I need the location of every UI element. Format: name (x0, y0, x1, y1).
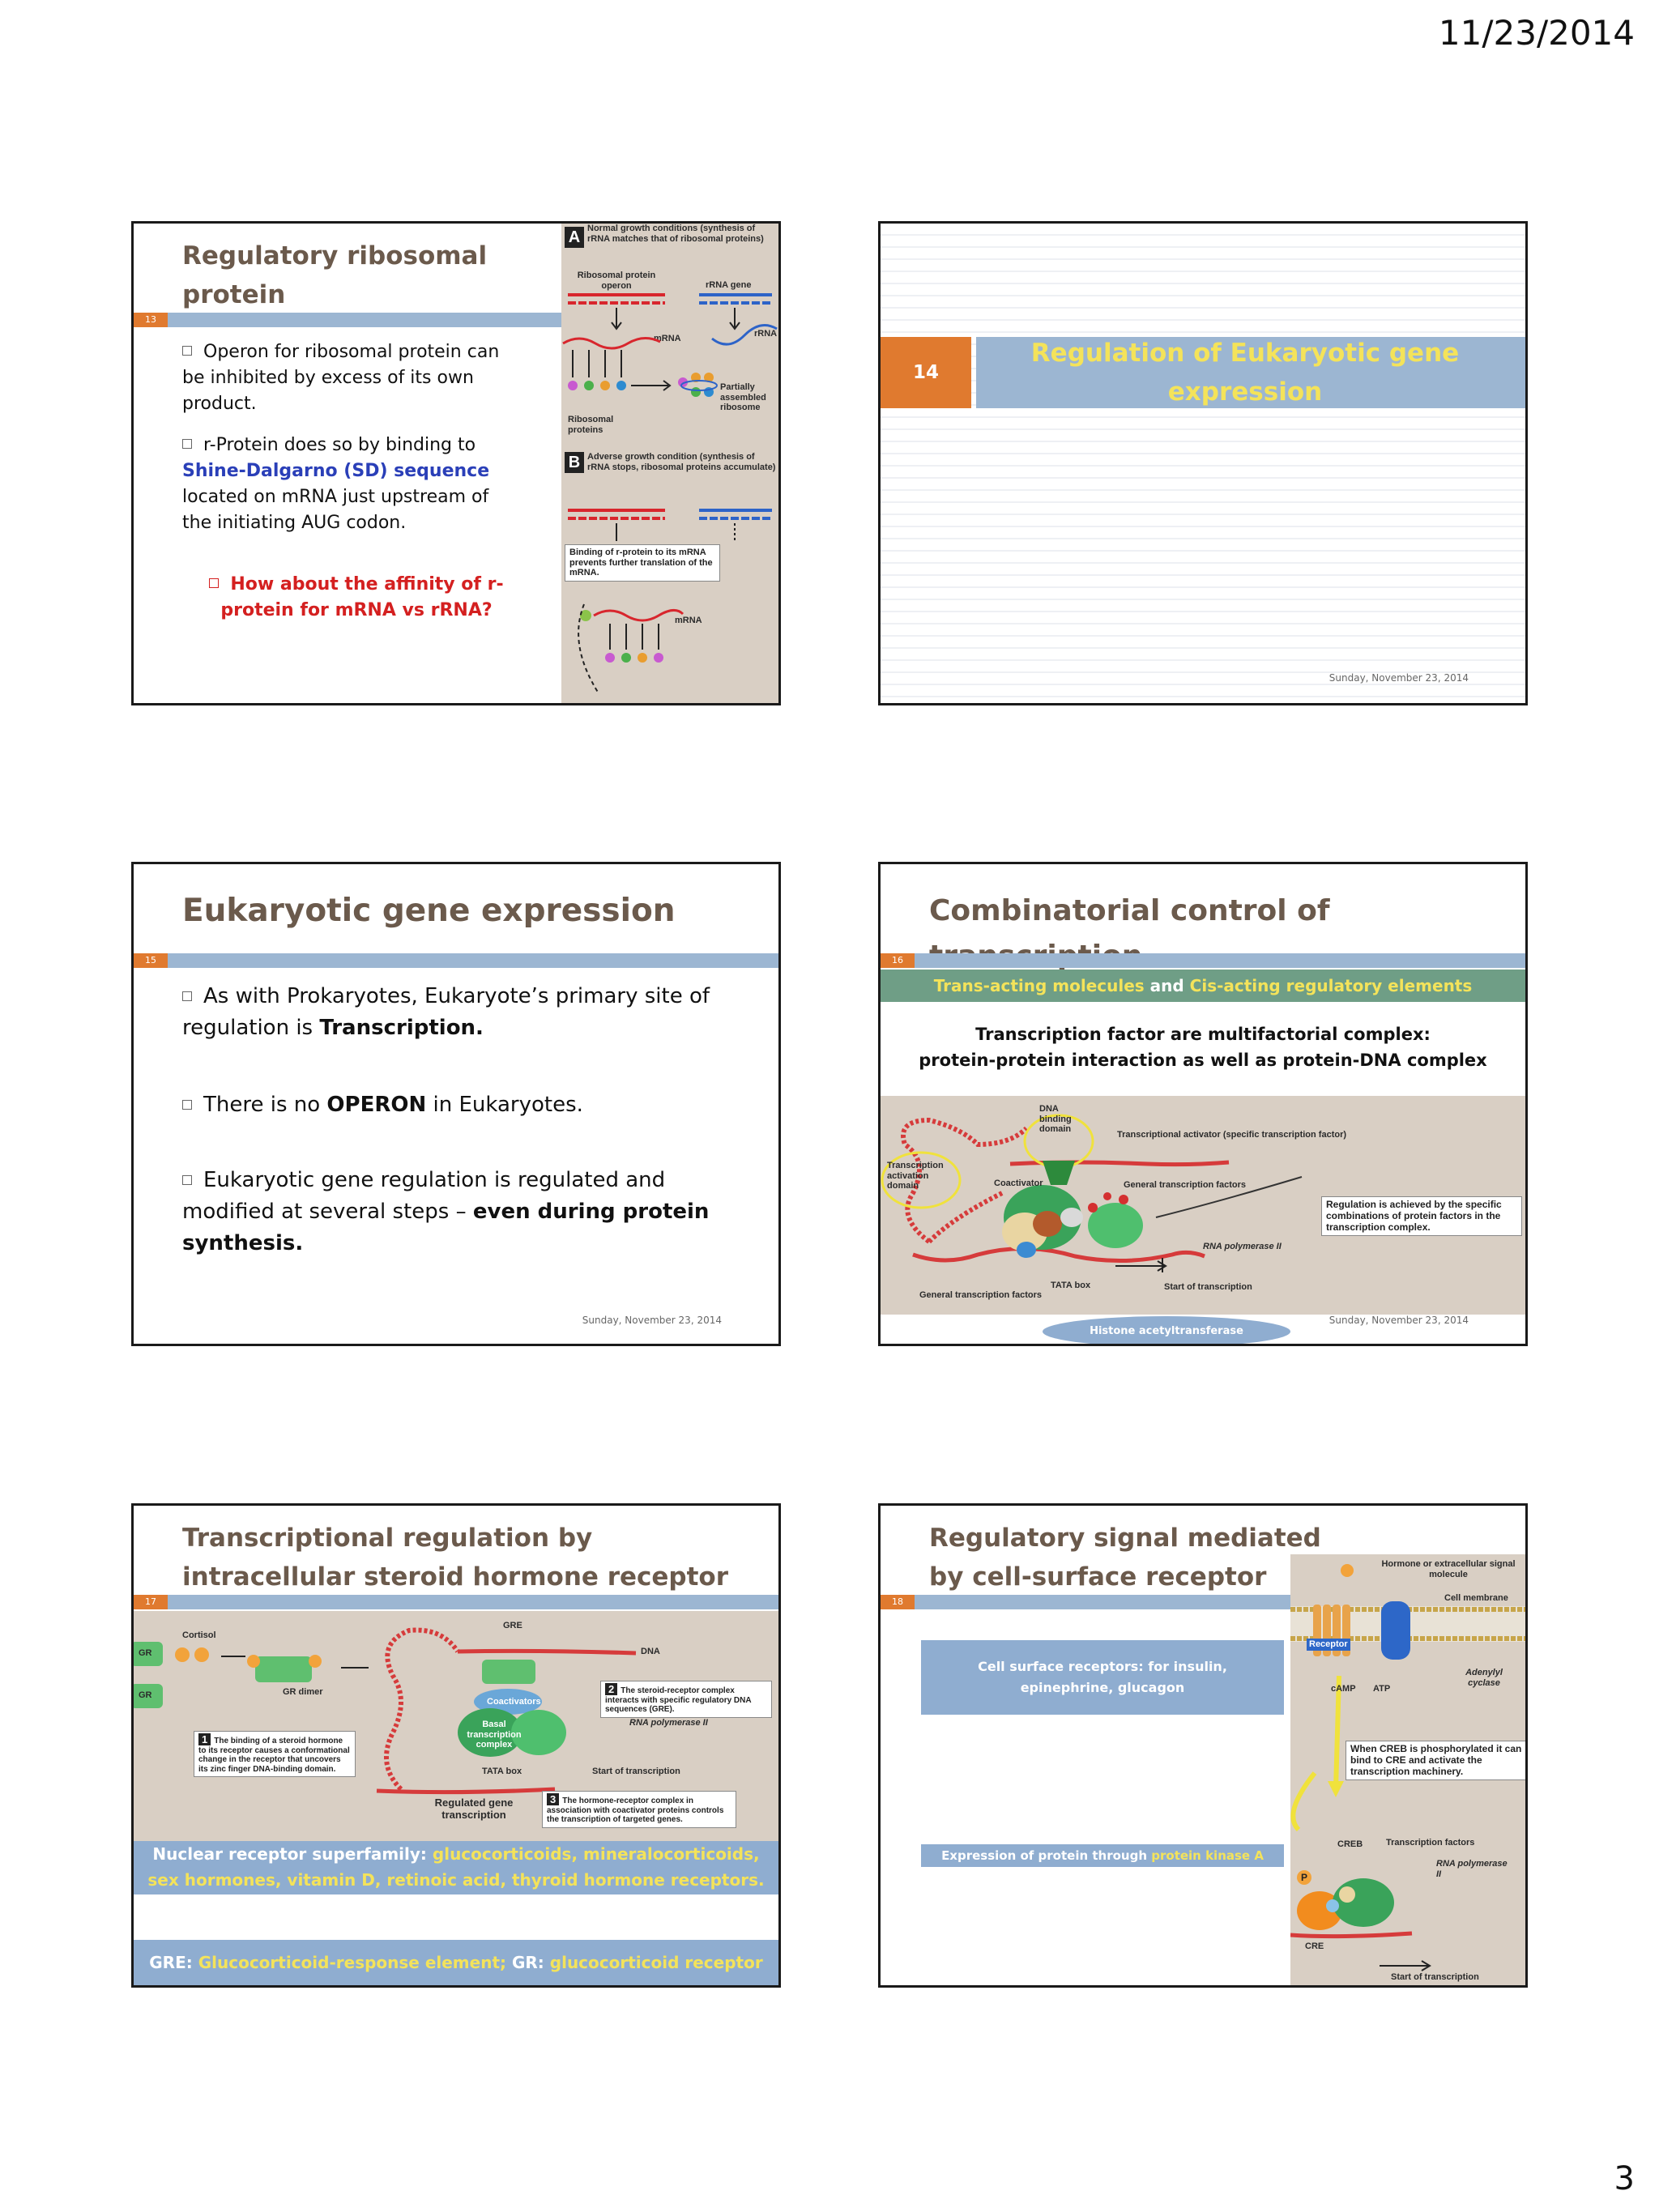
label-transcriptional-activator: Transcriptional activator (specific transcription factor) (1117, 1130, 1347, 1140)
creb-signaling-figure (1290, 1554, 1525, 1988)
label-start-of-transcription: Start of transcription (1164, 1282, 1252, 1292)
label-creb-note: When CREB is phosphorylated it can bind to CRE and activate the transcription machinery. (1346, 1741, 1525, 1780)
ribosomal-operon-figure (561, 224, 781, 705)
subtitle-line-2: protein-protein interaction as well as protein-DNA complex (919, 1051, 1487, 1070)
slide-15[interactable] (131, 862, 781, 1346)
bullet-icon (182, 346, 192, 356)
slide-title: Combinatorial control of (929, 894, 1330, 927)
step-1-note: 1 The binding of a steroid hormone to its receptor causes a conformational change in the receptor that uncovers its zinc finger DNA-binding domain. (194, 1731, 356, 1777)
label-mrna-2: mRNA (675, 616, 702, 625)
label-ribosomal-proteins: Ribosomal proteins (568, 415, 614, 435)
label-tata-box: TATA box (1051, 1281, 1091, 1290)
pka-expression-panel: Expression of protein through protein kinase A (921, 1844, 1284, 1867)
bullet-no-operon: There is no OPERON in Eukaryotes. (182, 1089, 749, 1121)
label-coactivators: Coactivators (487, 1697, 541, 1707)
label-general-tfs-2: General transcription factors (919, 1290, 1042, 1300)
label-gr-2: GR (139, 1690, 152, 1700)
label-normal-growth: Normal growth conditions (synthesis of rRNA matches that of ribosomal proteins) (587, 224, 764, 244)
p-badge: P (1297, 1870, 1311, 1885)
label-mrna: mRNA (654, 334, 681, 343)
cell-surface-receptors-panel: Cell surface receptors: for insulin, epinephrine, glucagon (921, 1640, 1284, 1715)
label-regulation-note: Regulation is achieved by the specific combinations of protein factors in the transcription complex. (1321, 1196, 1522, 1236)
label-gr-dimer: GR dimer (283, 1687, 323, 1697)
label-rna-polymerase: RNA polymerase II (629, 1718, 708, 1728)
badge-a: A (565, 227, 584, 248)
bullet-operon: Operon for ribosomal protein can be inhibited by excess of its own product. (182, 342, 500, 414)
nuclear-receptor-panel: Nuclear receptor superfamily: glucocorticoids, mineralocorticoids, sex hormones, vitamin D, retinoic acid, thyroid hormone receptors. (134, 1841, 778, 1894)
section-title: Regulation of Eukaryotic gene expression (1030, 339, 1460, 407)
label-gr-1: GR (139, 1648, 152, 1658)
bullet-steps: Eukaryotic gene regulation is regulated and modified at several steps – even during protein synthesis. (182, 1168, 710, 1255)
page-number: 3 (1614, 2160, 1635, 2197)
slide-footer-date: Sunday, November 23, 2014 (582, 1315, 722, 1326)
bullet-question: How about the affinity of r-protein for mRNA vs rRNA? (194, 572, 518, 624)
slide-number: 18 (881, 1595, 915, 1609)
title-bar (134, 953, 778, 968)
label-cell-membrane: Cell membrane (1444, 1593, 1508, 1603)
label-rna-polymerase: RNA polymerase II (1203, 1242, 1282, 1251)
step-3-note: 3 The hormone-receptor complex in association with coactivator proteins controls the transcription of targeted genes. (542, 1791, 736, 1828)
label-rrna: rRNA (754, 329, 778, 339)
title-bar (881, 1595, 1290, 1609)
slide-number: 17 (134, 1595, 168, 1609)
badge-b: B (565, 452, 584, 473)
label-rna-polymerase: RNA polymerase II (1436, 1859, 1508, 1879)
steroid-receptor-figure (134, 1611, 778, 1841)
slide-14[interactable] (878, 221, 1528, 705)
label-cre: CRE (1305, 1941, 1324, 1951)
label-dna-binding-domain: DNA binding domain (1039, 1104, 1072, 1135)
section-title-panel (976, 337, 1528, 408)
bullet-icon (182, 991, 192, 1001)
slide-17[interactable] (131, 1503, 781, 1988)
slide-title: Transcriptional regulation by intracellular steroid hormone receptor (182, 1524, 729, 1592)
step-2-note: 2 The steroid-receptor complex interacts with specific regulatory DNA sequences (GRE). (600, 1681, 772, 1718)
subtitle-line-1: Transcription factor are multifactorial complex: (975, 1025, 1431, 1044)
slide-number: 14 (881, 337, 971, 408)
label-receptor: Receptor (1307, 1639, 1350, 1651)
label-atp: ATP (1373, 1684, 1391, 1694)
bullet-r-protein: r-Protein does so by binding to Shine-Dalgarno (SD) sequence located on mRNA just upstream of the initiating AUG codon. (182, 435, 490, 533)
bullet-icon (182, 1175, 192, 1185)
histone-acetyltransferase-ellipse: Histone acetyltransferase (1043, 1316, 1290, 1346)
slide-13[interactable] (131, 221, 781, 705)
label-tata-box: TATA box (482, 1767, 522, 1776)
label-gre: GRE (503, 1621, 522, 1630)
label-start-of-transcription: Start of transcription (1391, 1972, 1479, 1982)
slide-18[interactable] (878, 1503, 1528, 1988)
slide-footer-date: Sunday, November 23, 2014 (1328, 1315, 1469, 1326)
slide-number: 15 (134, 953, 168, 968)
slide-footer-date: Sunday, November 23, 2014 (1328, 672, 1469, 684)
slide-title: Regulatory signal mediated by cell-surface receptor (929, 1524, 1321, 1592)
slide-title: Eukaryotic gene expression (182, 893, 676, 929)
bullet-transcription: As with Prokaryotes, Eukaryote’s primary site of regulation is Transcription. (182, 984, 710, 1040)
label-rp-operon: Ribosomal protein operon (577, 271, 656, 291)
label-dna: DNA (641, 1647, 660, 1656)
page-date: 11/23/2014 (1438, 13, 1635, 53)
label-cortisol: Cortisol (182, 1630, 216, 1640)
bullet-icon (209, 578, 219, 588)
label-basal-complex: Basal transcription complex (467, 1720, 522, 1750)
slide-16[interactable] (878, 862, 1528, 1346)
label-partially-assembled: Partially assembled ribosome (720, 382, 766, 413)
slide-title: Regulatory ribosomal protein (182, 241, 488, 309)
sd-sequence-highlight: Shine-Dalgarno (SD) sequence (182, 461, 490, 481)
trans-cis-banner: Trans-acting molecules and Cis-acting regulatory elements (881, 970, 1525, 1002)
label-creb: CREB (1337, 1839, 1363, 1849)
bullet-icon (182, 439, 192, 449)
label-adverse-growth: Adverse growth condition (synthesis of rRNA stops, ribosomal proteins accumulate) (587, 452, 776, 472)
label-regulated-gene: Regulated gene transcription (434, 1796, 514, 1821)
label-general-tfs: General transcription factors (1124, 1180, 1246, 1190)
title-bar (134, 1595, 778, 1609)
label-camp: cAMP (1331, 1684, 1356, 1694)
label-rrna-gene: rRNA gene (706, 280, 752, 290)
operon-diagram-graphics (561, 224, 781, 705)
gre-gr-definition-panel: GRE: Glucocorticoid-response element; GR: glucocorticoid receptor (134, 1940, 778, 1985)
slide-number: 16 (881, 953, 915, 968)
label-start-of-transcription: Start of transcription (592, 1767, 680, 1776)
bullet-icon (182, 1100, 192, 1110)
label-hormone-signal: Hormone or extracellular signal molecule (1381, 1559, 1516, 1579)
label-transcription-factors: Transcription factors (1386, 1838, 1475, 1848)
label-coactivator: Coactivator (994, 1178, 1043, 1188)
label-adenylyl-cyclase: Adenylyl cyclase (1465, 1668, 1503, 1688)
title-bar (881, 953, 1525, 968)
label-binding-note: Binding of r-protein to its mRNA prevents further translation of the mRNA. (565, 544, 720, 582)
combinatorial-control-figure (881, 1096, 1525, 1315)
label-transcription-activation-domain: Transcription activation domain (887, 1161, 944, 1191)
slide-number: 13 (134, 313, 168, 327)
